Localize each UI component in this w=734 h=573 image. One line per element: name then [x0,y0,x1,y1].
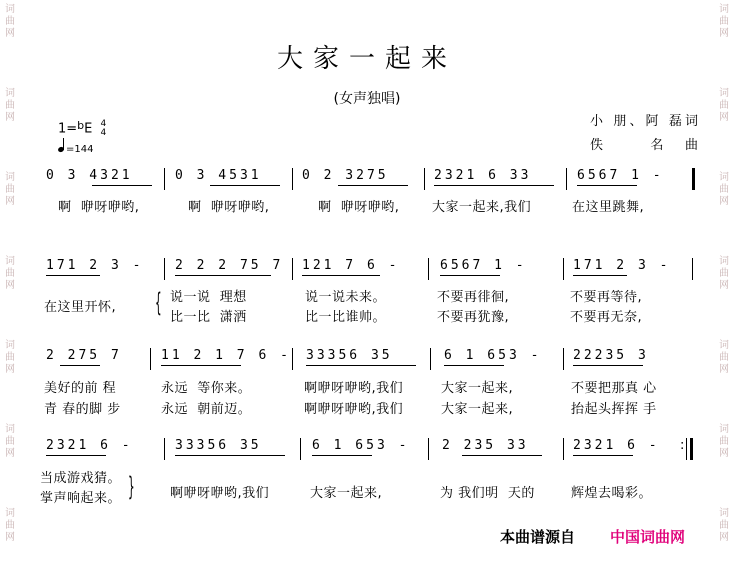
lyric: 不要再无奈, [570,310,643,325]
measure: 2321 6 - [573,438,660,453]
lyric: 不要把那真 心 [571,381,657,396]
beam-underline [60,365,100,366]
lyric: 啊 咿呀咿哟, [318,200,400,215]
lyric: 说一说 理想 [170,290,247,305]
barline [563,258,564,280]
composer-credit: 佚 名曲 [590,138,698,153]
lyric: 大家一起来, [310,486,383,501]
measure: 2 235 33 [442,438,529,453]
lyric: 比一比谁帅。 [305,310,387,325]
barline [430,348,431,370]
measure: 0 3 4531 [175,168,262,183]
beam-underline [462,455,542,456]
lyric: 在这里跳舞, [572,200,645,215]
beam-underline [573,455,633,456]
barline [692,258,693,280]
lyric: 说一说未来。 [305,290,387,305]
beam-underline [161,365,241,366]
lyric: 青 春的脚 步 [44,402,121,417]
barline [563,438,564,460]
lyric: 掌声响起来。 [40,491,122,506]
lyric: 为 我们明 天的 [440,486,535,501]
watermark-left: 词 曲 网 词 曲 网 词 曲 网 词 曲 网 词 曲 网 词 曲 网 词 曲 网 [5,4,15,543]
barline [292,168,293,190]
lyric: 不要再犹豫, [437,310,510,325]
measure: 6 1 653 - [444,348,542,363]
lyric: 大家一起来, [441,402,514,417]
barline [690,438,693,460]
lyric: 啊 咿呀咿哟, [58,200,140,215]
source-label: 本曲谱源自 [500,528,576,546]
beam-underline [302,275,380,276]
barline [164,258,165,280]
barline [692,168,695,190]
measure: 2 2 2 75 7 [175,258,284,273]
measure: 33356 35 [306,348,393,363]
beam-underline [92,185,152,186]
beam-underline [175,455,285,456]
lyric: 大家一起来,我们 [432,200,532,215]
lyric: 啊咿呀咿哟,我们 [170,486,270,501]
beam-underline [46,455,106,456]
lyric: 当成游戏猜。 [40,471,122,486]
barline [428,258,429,280]
measure: 6 1 653 - [312,438,410,453]
measure: 33356 35 [175,438,262,453]
lyric: 比一比 潇洒 [170,310,247,325]
measure: 0 3 4321 [46,168,133,183]
lyric: 在这里开怀, [44,300,117,315]
beam-underline [338,185,408,186]
beam-underline [46,275,100,276]
lyric: 大家一起来, [441,381,514,396]
lyric: 啊咿呀咿哟,我们 [304,381,404,396]
barline [164,438,165,460]
beam-underline [444,365,504,366]
barline [428,438,429,460]
lyric: 美好的前 程 [44,381,117,396]
lyric: 永远 等你来。 [161,381,252,396]
beam-underline [577,185,637,186]
measure: 171 2 3 - [46,258,144,273]
quarter-note-icon [58,142,66,152]
barline [686,438,687,460]
barline [563,348,564,370]
beam-underline [573,275,627,276]
barline [292,348,293,370]
beam-underline [573,365,643,366]
lyric: 永远 朝前迈。 [161,402,252,417]
key-signature: 1=$^b$E 4 4 [58,118,107,138]
barline [566,168,567,190]
measure: 2321 6 - [46,438,133,453]
barline [292,258,293,280]
measure: 171 2 3 - [573,258,671,273]
barline [424,168,425,190]
measure: 11 2 1 7 6 - [161,348,291,363]
lyric: 抬起头挥挥 手 [571,402,657,417]
song-title: 大家一起来 [276,44,457,74]
credits [590,110,698,158]
measure: 2321 6 33 [434,168,532,183]
lyric: 辉煌去喝彩。 [571,486,653,501]
measure: 6567 1 - [577,168,664,183]
beam-underline [312,455,372,456]
song-subtitle: (女声独唱) [333,91,401,107]
time-signature: 4 4 [100,119,107,138]
lyric: 不要再徘徊, [437,290,510,305]
lyricist-credit: 小 朋、阿 磊词 [590,114,698,129]
measure: 6567 1 - [440,258,527,273]
barline [150,348,151,370]
beam-underline [434,185,554,186]
site-link[interactable]: 中国词曲网 [610,528,686,546]
beam-underline [306,365,416,366]
measure: 22235 3 [573,348,649,363]
beam-underline [210,185,280,186]
lyric: 啊 咿呀咿哟, [188,200,270,215]
beam-underline [440,275,500,276]
beam-underline [175,275,271,276]
tempo-marking: =144 [58,142,93,155]
barline [164,168,165,190]
measure: 121 7 6 - [302,258,400,273]
brace: } [128,472,135,502]
barline [300,438,301,460]
repeat-dots: : [680,438,685,453]
lyric: 不要再等待, [570,290,643,305]
brace: { [155,288,162,318]
lyric: 啊咿呀咿哟,我们 [304,402,404,417]
watermark-right: 词 曲 网 词 曲 网 词 曲 网 词 曲 网 词 曲 网 词 曲 网 词 曲 网 [719,4,729,543]
measure: 2 275 7 [46,348,122,363]
measure: 0 2 3275 [302,168,389,183]
